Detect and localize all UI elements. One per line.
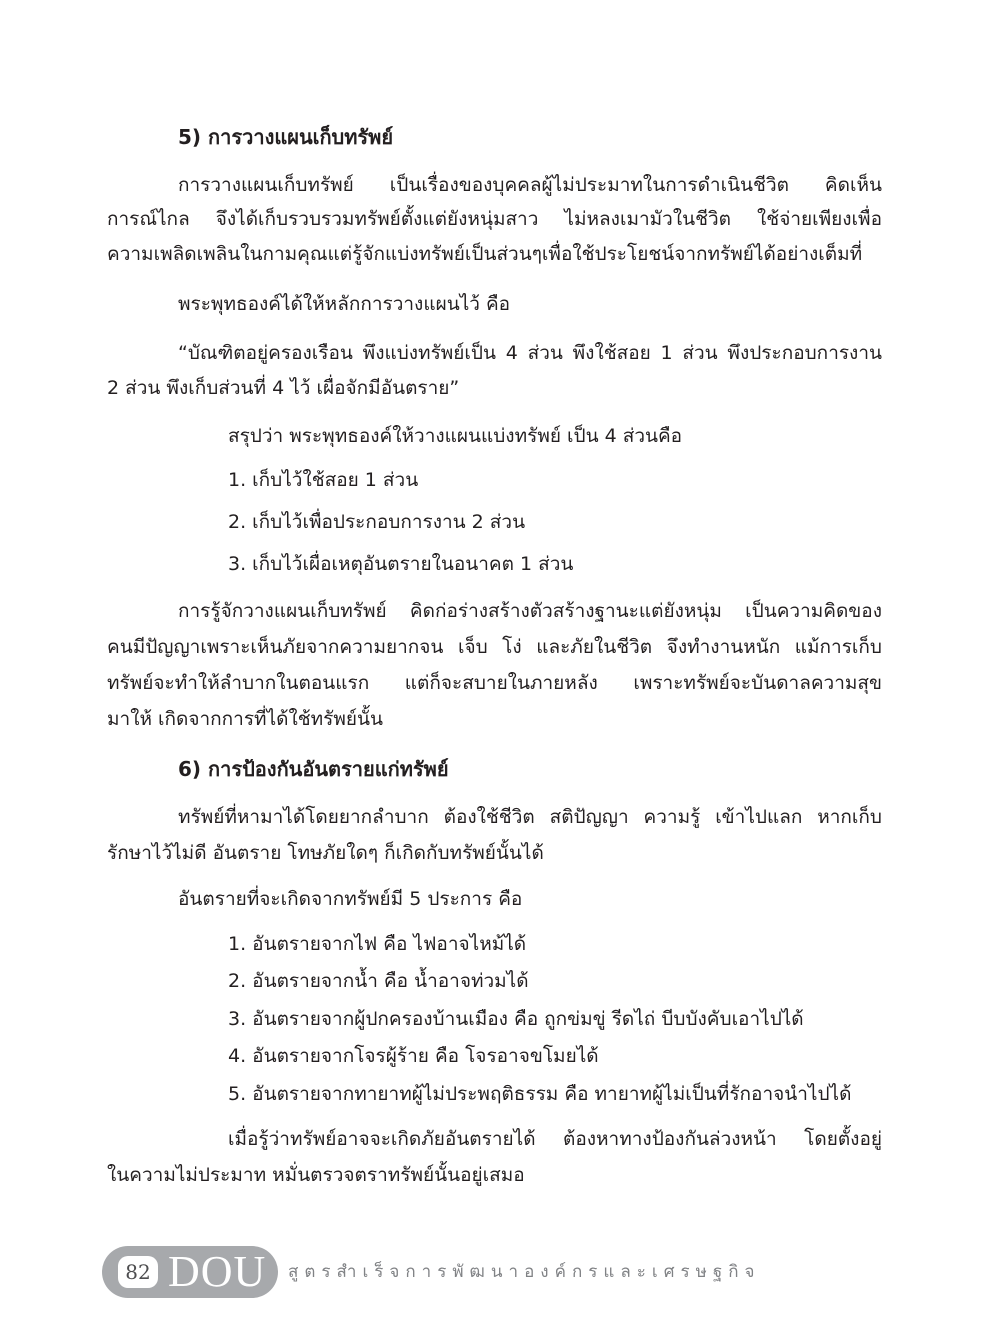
dou-logo: DOU [168,1247,267,1296]
page-number: 82 [118,1256,158,1288]
paragraph-line: เมื่อรู้ว่าทรัพย์อาจจะเกิดภัยอันตรายได้ ต้องหาทางป้องกันล่วงหน้า โดยตั้งอยู่ [228,1128,882,1150]
paragraph-line: ในความไม่ประมาท หมั่นตรวจตราทรัพย์นั้นอยู่เสมอ [107,1164,525,1186]
paragraph-line: ความเพลิดเพลินในกามคุณแต่รู้จักแบ่งทรัพย์เป็นส่วนๆเพื่อใช้ประโยชน์จากทรัพย์ได้อย่างเต็มที่ [107,243,863,265]
paragraph-line: รักษาไว้ไม่ดี อันตราย โทษภัยใดๆ ก็เกิดกับทรัพย์นั้นได้ [107,842,544,864]
paragraph-line: อันตรายที่จะเกิดจากทรัพย์มี 5 ประการ คือ [178,888,523,910]
list-item: 3. เก็บไว้เผื่อเหตุอันตรายในอนาคต 1 ส่วน [228,553,574,575]
paragraph-line: มาให้ เกิดจากการที่ได้ใช้ทรัพย์นั้น [107,708,384,730]
paragraph-line: คนมีปัญญาเพราะเห็นภัยจากความยากจน เจ็บ โง่ และภัยในชีวิต จึงทำงานหนัก แม้การเก็บ [107,636,882,658]
footer-badge [102,1246,278,1298]
paragraph-line: ทรัพย์ที่หามาได้โดยยากลำบาก ต้องใช้ชีวิต สติปัญญา ความรู้ เข้าไปแลก หากเก็บ [178,806,882,828]
paragraph-line: การณ์ไกล จึงได้เก็บรวบรวมทรัพย์ตั้งแต่ยังหนุ่มสาว ไม่หลงเมามัวในชีวิต ใช้จ่ายเพียงเพื่อ [107,208,882,230]
summary-line: สรุปว่า พระพุทธองค์ให้วางแผนแบ่งทรัพย์ เป็น 4 ส่วนคือ [228,425,683,447]
series-title: สูตรสำเร็จการพัฒนาองค์กรและเศรษฐกิจ [288,1262,761,1282]
list-item: 5. อันตรายจากทายาทผู้ไม่ประพฤติธรรม คือ ทายาทผู้ไม่เป็นที่รักอาจนำไปได้ [228,1083,852,1105]
list-item: 3. อันตรายจากผู้ปกครองบ้านเมือง คือ ถูกข่มขู่ รีดไถ่ บีบบังคับเอาไปได้ [228,1008,804,1030]
quote-line: “บัณฑิตอยู่ครองเรือน พึงแบ่งทรัพย์เป็น 4 ส่วน พึงใช้สอย 1 ส่วน พึงประกอบการงาน [178,342,882,364]
page-footer [102,1246,802,1298]
list-item: 1. อันตรายจากไฟ คือ ไฟอาจไหม้ได้ [228,933,527,955]
list-item: 2. เก็บไว้เพื่อประกอบการงาน 2 ส่วน [228,511,526,533]
paragraph-line: พระพุทธองค์ได้ให้หลักการวางแผนไว้ คือ [178,293,511,315]
list-item: 2. อันตรายจากน้ำ คือ น้ำอาจท่วมได้ [228,970,529,992]
list-item: 1. เก็บไว้ใช้สอย 1 ส่วน [228,469,419,491]
quote-line: 2 ส่วน พึงเก็บส่วนที่ 4 ไว้ เผื่อจักมีอันตราย” [107,377,460,399]
section-5-heading: 5) การวางแผนเก็บทรัพย์ [178,125,394,149]
paragraph-line: การรู้จักวางแผนเก็บทรัพย์ คิดก่อร่างสร้างตัวสร้างฐานะแต่ยังหนุ่ม เป็นความคิดของ [178,600,882,622]
section-6-heading: 6) การป้องกันอันตรายแก่ทรัพย์ [178,757,449,781]
paragraph-line: ทรัพย์จะทำให้ลำบากในตอนแรก แต่ก็จะสบายในภายหลัง เพราะทรัพย์จะบันดาลความสุข [107,672,882,694]
paragraph-line: การวางแผนเก็บทรัพย์ เป็นเรื่องของบุคคลผู้ไม่ประมาทในการดำเนินชีวิต คิดเห็น [178,174,882,196]
list-item: 4. อันตรายจากโจรผู้ร้าย คือ โจรอาจขโมยได้ [228,1045,599,1067]
